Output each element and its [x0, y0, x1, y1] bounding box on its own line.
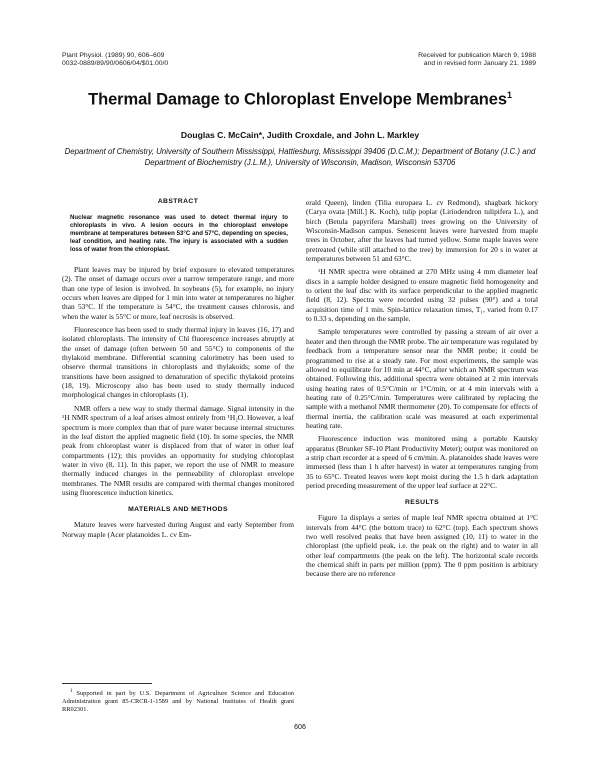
- right-column: [306, 198, 538, 579]
- abstract-heading: ABSTRACT: [157, 198, 199, 205]
- methods-paragraph: Mature leaves were harvested during August and early September from Norway maple (Acer platanoides L. cv Em-: [62, 520, 294, 539]
- journal-line-1: Plant Physiol. (1989) 90, 606–609: [62, 52, 165, 59]
- paper-title: [0, 90, 600, 110]
- footnote-rule: [62, 683, 152, 684]
- journal-line-2: 0032-0889/89/90/0606/04/$01.00/0: [62, 60, 169, 68]
- body-paragraph: ¹H NMR spectra were obtained at 270 MHz using 4 mm diameter leaf discs in a sample holder designed to ensure magnetic field homogeneity and to orient the leaf disc with its surface perpendicular to the applied magnetic field (8, 12). Spectra were recorded using 32 pulses (90°) and a total acquisition time of 1 min. Spin-lattice relaxation times, T₁, varied from 0.17 to 0.33 s, depending on the sample.: [306, 267, 538, 324]
- funding-footnote: [62, 688, 294, 714]
- left-column: [62, 265, 294, 539]
- methods-heading: MATERIALS AND METHODS: [128, 506, 228, 514]
- body-paragraph: erald Queen), linden (Tilia europaea L. cv Redmond), shagbark hickory (Carya ovata [Mill.] K. Koch), tulip poplar (Liriodendron tulipifera L.), and birch (Betula papyrifera Marshall) trees growing on the University of Wisconsin-Madison campus. Senescent leaves were harvested from maple trees in October, after the leaves had turned yellow. Some maple leaves were pretreated (while still attached to the tree) by immersion for 20 s in water at temperatures between 51 and 63°C.: [306, 198, 538, 264]
- title-text: Thermal Damage to Chloroplast Envelope Membranes: [88, 90, 507, 109]
- results-heading: RESULTS: [404, 499, 440, 507]
- received-line-2: and in revised form January 21, 1989: [423, 60, 536, 68]
- author-list: Douglas C. McCain*, Judith Croxdale, and John L. Markley: [180, 130, 420, 140]
- page-number: 606: [294, 724, 306, 731]
- body-paragraph: Fluorescence induction was monitored using a portable Kautsky apparatus (Brunker SF-10 Plant Productivity Meter); output was monitored on a strip chart recorder at a speed of 6 cm/min. A. platanoides shade leaves were immersed (less than 1 h after harvest) in water at temperatures ranging from 35 to 65°C. Treated leaves were kept moist during the 1.5 h dark adaptation period preceding measurement of the upper leaf surface at 22°C.: [306, 434, 538, 490]
- received-line-1: Received for publication March 9, 1988: [418, 52, 536, 59]
- results-paragraph: Figure 1a displays a series of maple leaf NMR spectra obtained at 1°C intervals from 44°C (the bottom trace) to 62°C (top). Each spectrum shows two well resolved peaks that have been assigned (10, 11) to water in the chloroplast (the upfield peak, i.e. the peak on the right) and to water in all other leaf compartments (the peak on the left). The horizontal scale records the chemical shift in parts per million (ppm). The 0 ppm position is arbitrary because there are no reference: [306, 513, 538, 579]
- footnote-text: Supported in part by U.S. Department of Agriculture Science and Education Administration grant 85-CRCR-1-1589 and by National Institutes of Health grant RR02301.: [62, 690, 294, 714]
- affiliations: Department of Chemistry, University of Southern Mississippi, Hattiesburg, Mississippi 39406 (D.C.M.); Department of Botany (J.C.) and Department of Biochemistry (J.L.M.), University of Wisconsin, Madison, Wisconsin 53706: [64, 147, 536, 167]
- received-dates: [418, 52, 536, 69]
- body-paragraph: Plant leaves may be injured by brief exposure to elevated temperatures (2). The onset of damage occurs over a narrow temperature range, and more than one type of lesion is involved. In soybeans (5), for example, no injury occurs when leaves are dipped for 1 min into water at temperatures no higher than 53°C. If the temperature is 54°C, the treatment causes chlorosis, and when the water is 55°C or more, leaf necrosis is observed.: [62, 265, 294, 321]
- body-paragraph: Sample temperatures were controlled by passing a stream of air over a heater and then through the NMR probe. The air temperature was regulated by feedback from a temperature sensor near the NMR probe; it could be programmed to rise at a steady rate. For most experiments, the sample was allowed to equilibrate for 10 min at 44°C, after which an NMR spectrum was obtained. Following this, additional spectra were obtained at 2 min intervals using heating rates of 0.5°C/min or 1°C/min, or at 4 min intervals with a heating rate of 0.25°C/min. Temperatures were calibrated by replacing the sample with a methanol NMR thermometer (20). To compensate for effects of thermal inertia, the calibration scale was measured at each experimental heating rate.: [306, 327, 538, 430]
- body-paragraph: Fluorescence has been used to study thermal injury in leaves (16, 17) and isolated chloroplasts. The intensity of Chl fluorescence increases abruptly at the onset of damage (often between 50 and 55°C) to components of the thylakoid membrane. Differential scanning calorimetry has been used to observe thermal transitions in chloroplasts and thylakoids; some of the transitions have been assigned to denaturation of specific thylakoid proteins (18, 19). Microscopy also has been used to study thermally induced morphological changes in chloroplasts (1).: [62, 325, 294, 400]
- journal-citation: [62, 52, 168, 69]
- footnote-mark: 1: [70, 689, 73, 694]
- body-paragraph: NMR offers a new way to study thermal damage. Signal intensity in the ¹H NMR spectrum of a leaf arises almost entirely from ¹H₂O. However, a leaf spectrum is more complex than that of pure water because internal structures in the leaf distort the applied magnetic field (10). In some species, the NMR peak from chloroplast water is displaced from that of water in other leaf compartments (12); this provides an opportunity for studying chloroplast water in vivo (8, 11). In this paper, we report the use of NMR to measure thermally induced changes in the permeability of chloroplast envelope membranes. The NMR results are compared with thermal changes monitored using fluorescence induction kinetics.: [62, 403, 294, 497]
- title-footnote-mark: 1: [506, 90, 512, 100]
- abstract-text: Nuclear magnetic resonance was used to detect thermal injury to chloroplasts in vivo. A lesion occurs in the chloroplast envelope membrane at temperatures between 53°C and 57°C, depending on species, leaf condition, and heating rate. The injury is associated with a sudden loss of water from the chloroplast.: [70, 214, 288, 253]
